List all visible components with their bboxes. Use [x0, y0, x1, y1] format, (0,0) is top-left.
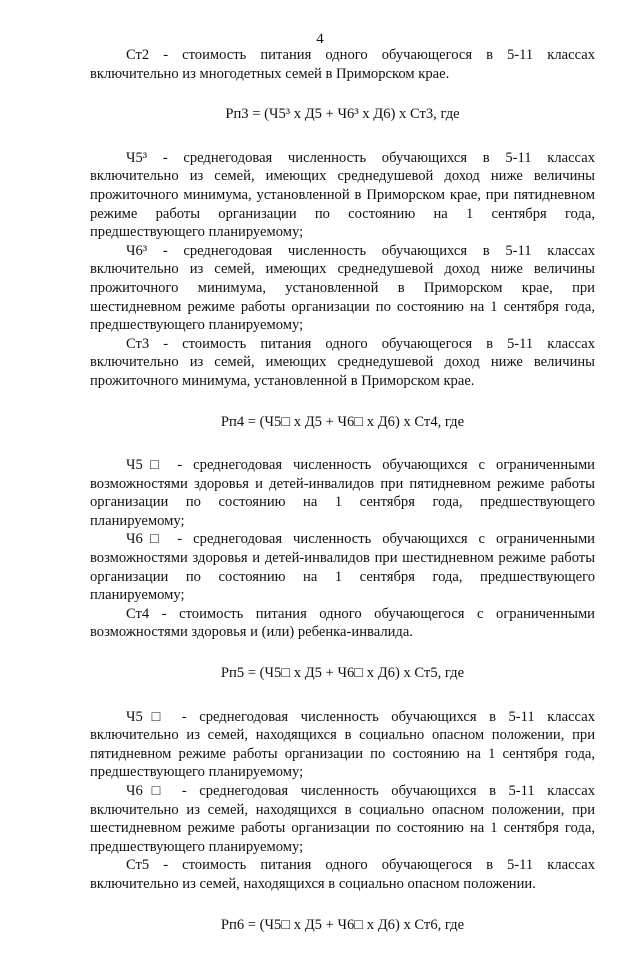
- paragraph-st2-definition: Ст2 - стоимость питания одного обучающегося в 5-11 классах включительно из многодетных семей в Приморском крае.: [90, 47, 595, 82]
- formula-rp4: Рп4 = (Ч5□ х Д5 + Ч6□ х Д6) х Ст4, где: [220, 413, 465, 430]
- paragraph-ch6-4-definition: Ч6□ - среднегодовая численность обучающихся с ограниченными возможностями здоровья и детей-инвалидов при шестидневном режиме работы организации по состоянию на 1 сентября года, предшествующего планируемому;: [90, 531, 595, 604]
- paragraph-ch6-3-definition: Ч6³ - среднегодовая численность обучающихся в 5-11 классах включительно из семей, имеющих среднедушевой доход ниже величины прожиточного минимума, установленной в Приморском крае, при шестидневном режиме работы организации по состоянию на 1 сентября года, предшествующего планируемому;: [90, 242, 595, 334]
- paragraph-ch5-4-definition: Ч5□ - среднегодовая численность обучающихся с ограниченными возможностями здоровья и детей-инвалидов при пятидневном режиме работы организации по состоянию на 1 сентября года, предшествующего планируемому;: [90, 457, 595, 529]
- paragraph-ch6-5-definition: Ч6□ - среднегодовая численность обучающихся в 5-11 классах включительно из семей, находящихся в социально опасном положении, при шестидневном режиме работы организации по состоянию на 1 сентября года, предшествующего планируемому;: [90, 783, 595, 855]
- page-number: 4: [316, 31, 324, 47]
- paragraph-st3-definition: Ст3 - стоимость питания одного обучающегося в 5-11 классах включительно из семей, имеющих среднедушевой доход ниже величины прожиточного минимума, установленной в Приморском крае.: [90, 335, 595, 389]
- paragraph-ch5-3-definition: Ч5³ - среднегодовая численность обучающихся в 5-11 классах включительно из семей, имеющих среднедушевой доход ниже величины прожиточного минимума, установленной в Приморском крае, при пятидневном режиме работы организации по состоянию на 1 сентября года, предшествующего планируемому;: [90, 149, 595, 241]
- paragraph-st5-definition: Ст5 - стоимость питания одного обучающегося в 5-11 классах включительно из семей, находящихся в социально опасном положении.: [90, 857, 595, 892]
- formula-rp6: Рп6 = (Ч5□ х Д5 + Ч6□ х Д6) х Ст6, где: [220, 916, 465, 933]
- formula-rp3: Рп3 = (Ч5³ х Д5 + Ч6³ х Д6) х Ст3, где: [225, 106, 460, 123]
- document-body: [90, 46, 595, 959]
- paragraph-st4-definition: Ст4 - стоимость питания одного обучающегося с ограниченными возможностями здоровья и (или) ребенка-инвалида.: [90, 605, 595, 641]
- paragraph-ch5-5-definition: Ч5□ - среднегодовая численность обучающихся в 5-11 классах включительно из семей, находящихся в социально опасном положении, при пятидневном режиме работы организации по состоянию на 1 сентября года, предшествующего планируемому;: [90, 708, 595, 781]
- formula-rp5: Рп5 = (Ч5□ х Д5 + Ч6□ х Д6) х Ст5, где: [220, 665, 465, 682]
